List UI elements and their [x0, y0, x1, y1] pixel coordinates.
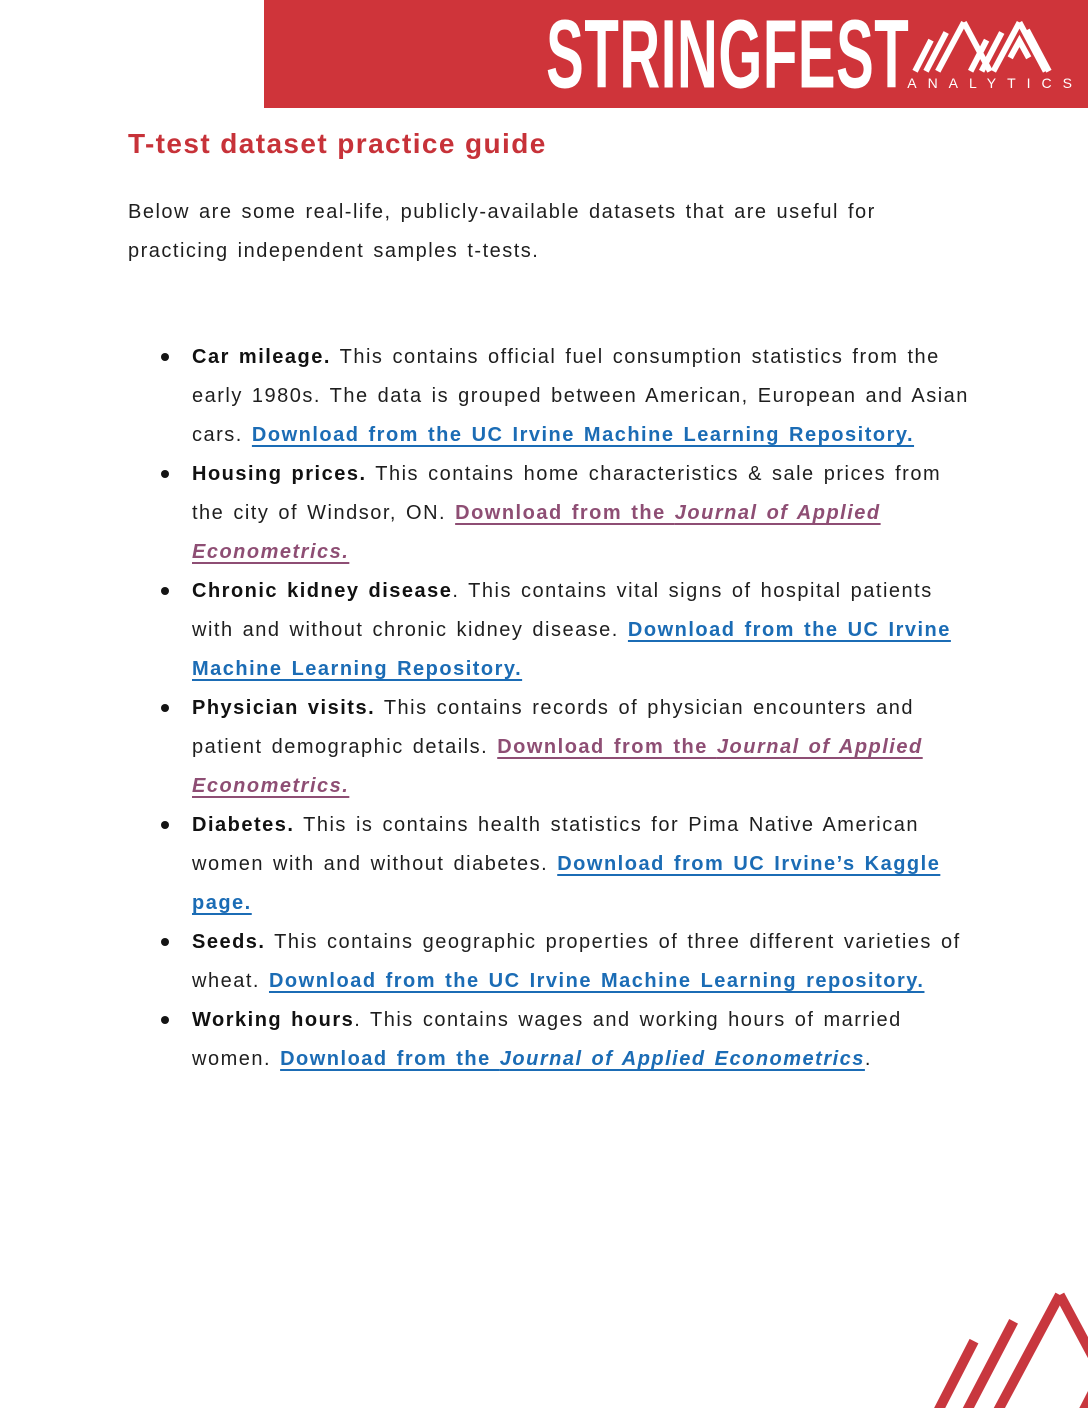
link-text: Download from UC Irvine’s Kaggle page. [192, 853, 941, 914]
item-text: This contains records of physician encounters and patient demographic details. [192, 697, 915, 758]
corner-mountain-logo-icon [919, 1286, 1088, 1408]
link-text: Download from the UC Irvine Machine Learning Repository. [251, 424, 915, 446]
dataset-list [128, 338, 970, 1079]
list-item [192, 455, 970, 572]
link-text: Download from the [280, 1048, 500, 1070]
item-text: . This contains wages and working hours of married women. [192, 1009, 902, 1070]
link-text: Journal of Applied Econometrics. [192, 736, 923, 797]
brand-wordmark: STRINGFEST [546, 0, 910, 109]
dataset-name: Working hours [192, 1009, 355, 1031]
link-text: Journal of Applied Econometrics. [192, 502, 881, 563]
download-link[interactable] [280, 1048, 865, 1070]
link-text: Journal of Applied Econometrics [499, 1048, 865, 1070]
link-text: Download from the [497, 736, 717, 758]
dataset-name: Diabetes. [192, 814, 295, 836]
item-text: This contains home characteristics & sale prices from the city of Windsor, ON. [192, 463, 942, 524]
item-text: This is contains health statistics for Pima Native American women with and without diabetes. [192, 814, 919, 875]
item-text: . [864, 1048, 872, 1070]
page-title: T-test dataset practice guide [128, 128, 547, 159]
link-text: Download from the UC Irvine Machine Learning Repository. [192, 619, 951, 680]
item-text: This contains official fuel consumption statistics from the early 1980s. The data is grouped between American, European and Asian cars. [192, 346, 969, 446]
list-item [192, 689, 970, 806]
mountain-logo-icon [910, 18, 1070, 74]
download-link[interactable] [252, 424, 914, 446]
link-text: Download from the UC Irvine Machine Learning repository. [268, 970, 925, 992]
list-item [192, 806, 970, 923]
brand-subtitle: ANALYTICS [907, 74, 1083, 91]
list-item [192, 923, 970, 1001]
dataset-name: Car mileage. [192, 346, 331, 368]
list-item [192, 572, 970, 689]
brand-logo-block [907, 18, 1083, 91]
list-item [192, 338, 970, 455]
dataset-name: Physician visits. [192, 697, 376, 719]
item-text: . This contains vital signs of hospital patients with and without chronic kidney disease. [192, 580, 933, 641]
link-text: Download from the [455, 502, 675, 524]
header-banner [264, 0, 1088, 108]
dataset-name: Seeds. [192, 931, 266, 953]
item-text: This contains geographic properties of three different varieties of wheat. [192, 931, 961, 992]
dataset-name: Chronic kidney disease [192, 580, 453, 602]
document-content [128, 128, 973, 1079]
download-link[interactable] [269, 970, 924, 992]
intro-paragraph: Below are some real-life, publicly-available datasets that are useful for practicing independent samples t-tests. [128, 201, 876, 262]
dataset-name: Housing prices. [192, 463, 367, 485]
list-item [192, 1001, 970, 1079]
